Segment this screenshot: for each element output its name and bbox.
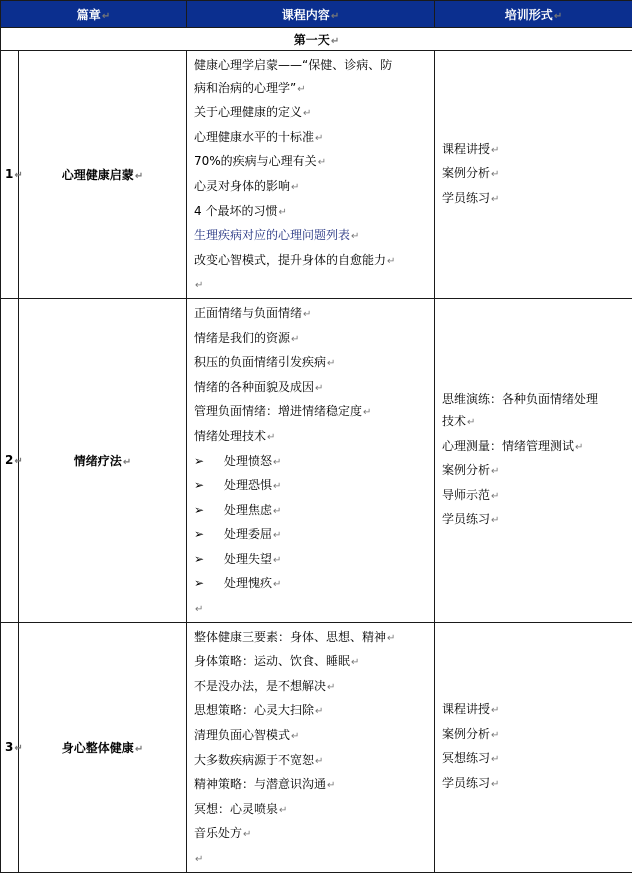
method-line: 课程讲授↵ [442, 138, 632, 163]
content-line: 管理负面情绪：增进情绪稳定度↵ [194, 400, 434, 425]
method-cell [435, 51, 632, 299]
header-row [1, 1, 632, 28]
method-cell [435, 622, 632, 872]
method-line: 思维演练：各种负面情绪处理 [442, 388, 632, 411]
content-line: 冥想：心灵喷泉↵ [194, 798, 434, 823]
content-line: 精神策略：与潜意识沟通↵ [194, 773, 434, 798]
bullet-item: ➢ 处理委屈↵ [194, 523, 434, 548]
method-line: 冥想练习↵ [442, 747, 632, 772]
method-line: 学员练习↵ [442, 772, 632, 797]
arrow-bullet-icon: ➢ [194, 474, 224, 497]
row-number: 3↵ [1, 622, 19, 872]
bullet-item: ➢ 处理失望↵ [194, 548, 434, 573]
content-line: 心理健康水平的十标准↵ [194, 126, 434, 151]
content-line: 改变心智模式，提升身体的自愈能力↵ [194, 249, 434, 274]
content-cell [187, 51, 435, 299]
bullet-item: ➢ 处理焦虑↵ [194, 499, 434, 524]
bullet-item: ➢ 处理恐惧↵ [194, 474, 434, 499]
table-row [1, 622, 632, 872]
method-line: 案例分析↵ [442, 162, 632, 187]
content-line: ↵ [194, 597, 434, 622]
content-line: 音乐处方↵ [194, 822, 434, 847]
content-line: 身体策略：运动、饮食、睡眠↵ [194, 650, 434, 675]
method-line: 课程讲授↵ [442, 698, 632, 723]
day-label: 第一天↵ [1, 28, 632, 51]
content-line: 4 个最坏的习惯↵ [194, 200, 434, 225]
content-cell [187, 298, 435, 622]
header-method: 培训形式↵ [435, 1, 632, 28]
content-line: 关于心理健康的定义↵ [194, 101, 434, 126]
bullet-item: ➢ 处理愤怒↵ [194, 450, 434, 475]
content-cell [187, 622, 435, 872]
method-line: 案例分析↵ [442, 723, 632, 748]
method-line: 学员练习↵ [442, 508, 632, 533]
arrow-bullet-icon: ➢ [194, 450, 224, 473]
chapter-title: 心理健康启蒙↵ [19, 51, 187, 299]
method-cell [435, 298, 632, 622]
header-chapter: 篇章↵ [1, 1, 187, 28]
content-line: 整体健康三要素：身体、思想、精神↵ [194, 626, 434, 651]
content-line: ↵ [194, 847, 434, 872]
content-line: 健康心理学启蒙——“保健、诊病、防 [194, 54, 434, 77]
row-number: 2↵ [1, 298, 19, 622]
content-line: 70%的疾病与心理有关↵ [194, 150, 434, 175]
content-line: 生理疾病对应的心理问题列表↵ [194, 224, 434, 249]
arrow-bullet-icon: ➢ [194, 523, 224, 546]
content-line: 大多数疾病源于不宽恕↵ [194, 749, 434, 774]
content-line: 积压的负面情绪引发疾病↵ [194, 351, 434, 376]
method-line: 案例分析↵ [442, 459, 632, 484]
table-row [1, 51, 632, 299]
arrow-bullet-icon: ➢ [194, 548, 224, 571]
table-row [1, 298, 632, 622]
content-line: 情绪的各种面貌及成因↵ [194, 376, 434, 401]
content-line: 思想策略：心灵大扫除↵ [194, 699, 434, 724]
content-line: 正面情绪与负面情绪↵ [194, 302, 434, 327]
row-number: 1↵ [1, 51, 19, 299]
day-row [1, 28, 632, 51]
method-line: 心理测量：情绪管理测试↵ [442, 435, 632, 460]
content-line: 心灵对身体的影响↵ [194, 175, 434, 200]
content-line: 不是没办法，是不想解决↵ [194, 675, 434, 700]
bullet-item: ➢ 处理愧疚↵ [194, 572, 434, 597]
chapter-title: 身心整体健康↵ [19, 622, 187, 872]
method-line: 导师示范↵ [442, 484, 632, 509]
arrow-bullet-icon: ➢ [194, 499, 224, 522]
header-content: 课程内容↵ [187, 1, 435, 28]
content-line: 情绪处理技术↵ [194, 425, 434, 450]
arrow-bullet-icon: ➢ [194, 572, 224, 595]
content-line: ↵ [194, 273, 434, 298]
method-line: 技术↵ [442, 410, 632, 435]
content-line: 病和治病的心理学”↵ [194, 77, 434, 102]
chapter-title: 情绪疗法↵ [19, 298, 187, 622]
content-line: 情绪是我们的资源↵ [194, 327, 434, 352]
content-line: 清理负面心智模式↵ [194, 724, 434, 749]
method-line: 学员练习↵ [442, 187, 632, 212]
